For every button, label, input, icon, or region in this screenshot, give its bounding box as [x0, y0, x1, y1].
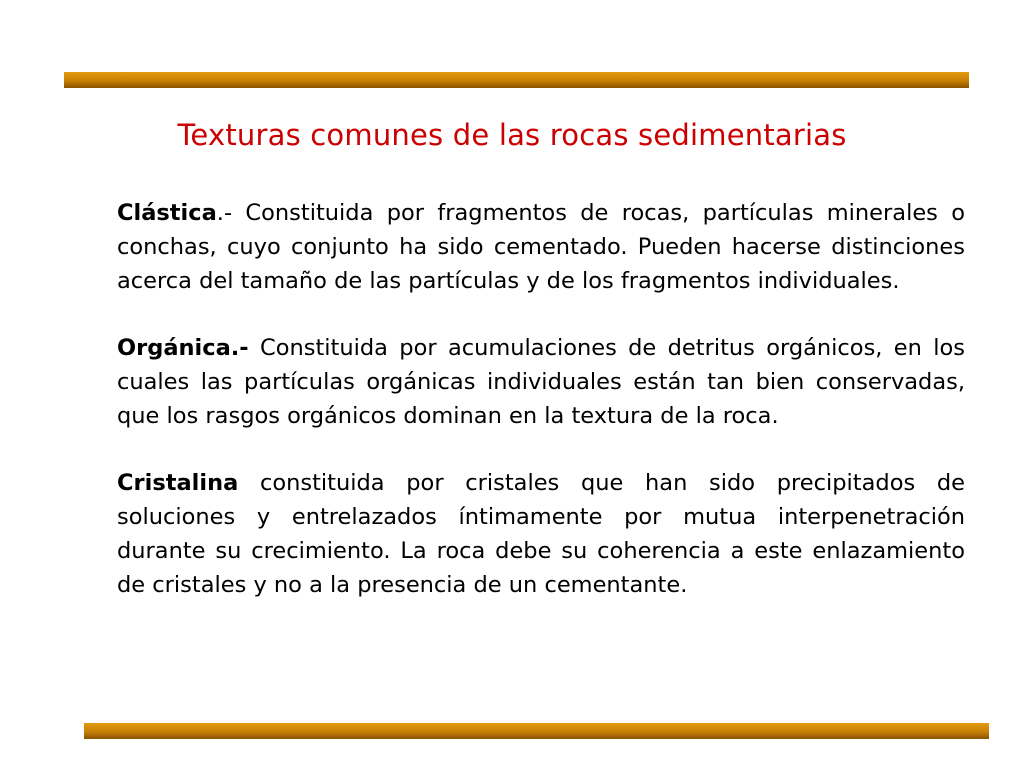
slide-body [117, 196, 965, 602]
term-clastica: Clástica [117, 200, 217, 226]
separator-clastica: .- [216, 200, 246, 226]
separator-organica [249, 335, 260, 361]
term-organica: Orgánica.- [117, 335, 249, 361]
definition-clastica: Constituida por fragmentos de rocas, partículas minerales o conchas, cuyo conjunto ha sido cementado. Pueden hacerse distinciones acerca del tamaño de las partículas y de los fragmentos individuales. [117, 200, 965, 294]
paragraph-cristalina [117, 466, 965, 602]
definition-organica: Constituida por acumulaciones de detritus orgánicos, en los cuales las partículas orgánicas individuales están tan bien conservadas, que los rasgos orgánicos dominan en la textura de la roca. [117, 335, 965, 429]
paragraph-clastica [117, 196, 965, 298]
definition-cristalina: constituida por cristales que han sido precipitados de soluciones y entrelazados íntimamente por mutua interpenetración durante su crecimiento. La roca debe su coherencia a este enlazamiento de cristales y no a la presencia de un cementante. [117, 470, 965, 598]
term-cristalina: Cristalina [117, 470, 239, 496]
paragraph-organica [117, 331, 965, 433]
separator-cristalina [238, 470, 260, 496]
top-rule-bar [64, 72, 969, 88]
bottom-rule-bar [84, 723, 989, 739]
slide-title: Texturas comunes de las rocas sedimentarias [177, 118, 847, 152]
